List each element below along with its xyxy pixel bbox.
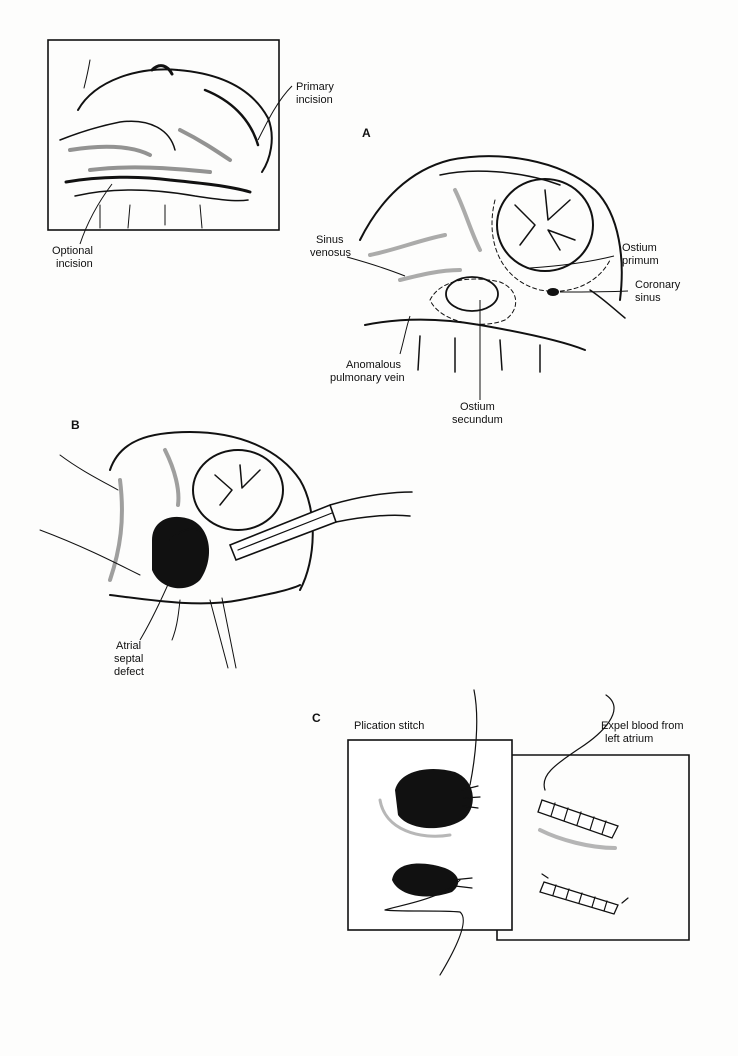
panel-b-ostium-primum <box>193 450 283 530</box>
atrial-septal-defect-shape <box>152 517 209 588</box>
panel-a-atrium-illustration <box>360 156 625 372</box>
optional-incision-label: Optional incision <box>52 245 93 270</box>
panel-b-letter: B <box>71 418 80 432</box>
optional-incision-leader <box>80 184 112 244</box>
inset-panel <box>48 40 337 270</box>
panel-c-letter: C <box>312 711 321 725</box>
anomalous-pulmonary-vein-label: Anomalous pulmonary vein <box>330 359 405 384</box>
panel-c <box>312 690 689 975</box>
inset-heart-illustration <box>60 60 272 228</box>
ostium-primum-label: Ostium primum <box>622 242 659 267</box>
anomalous-pulmonary-vein-leader <box>400 316 410 354</box>
atrial-septal-defect-leader <box>140 580 170 640</box>
panel-a <box>310 126 683 426</box>
coronary-sinus-opening <box>547 288 559 296</box>
sinus-venosus-label: Sinus venosus <box>310 234 351 259</box>
atrial-septal-defect-label: Atrial septal defect <box>114 640 144 678</box>
sinus-venosus-leader <box>347 257 405 276</box>
panel-b <box>40 418 412 678</box>
coronary-sinus-leader <box>560 291 628 292</box>
primary-incision-label: Primary incision <box>296 81 334 106</box>
panel-a-letter: A <box>362 126 371 140</box>
coronary-sinus-label: Coronary sinus <box>635 279 681 304</box>
primary-incision-leader <box>258 86 292 140</box>
expel-blood-label: Expel blood from left atrium <box>601 720 684 745</box>
ostium-secundum-label: Ostium secundum <box>452 401 503 426</box>
plication-stitch-label: Plication stitch <box>354 720 425 732</box>
panel-b-atrium-illustration <box>40 432 313 668</box>
